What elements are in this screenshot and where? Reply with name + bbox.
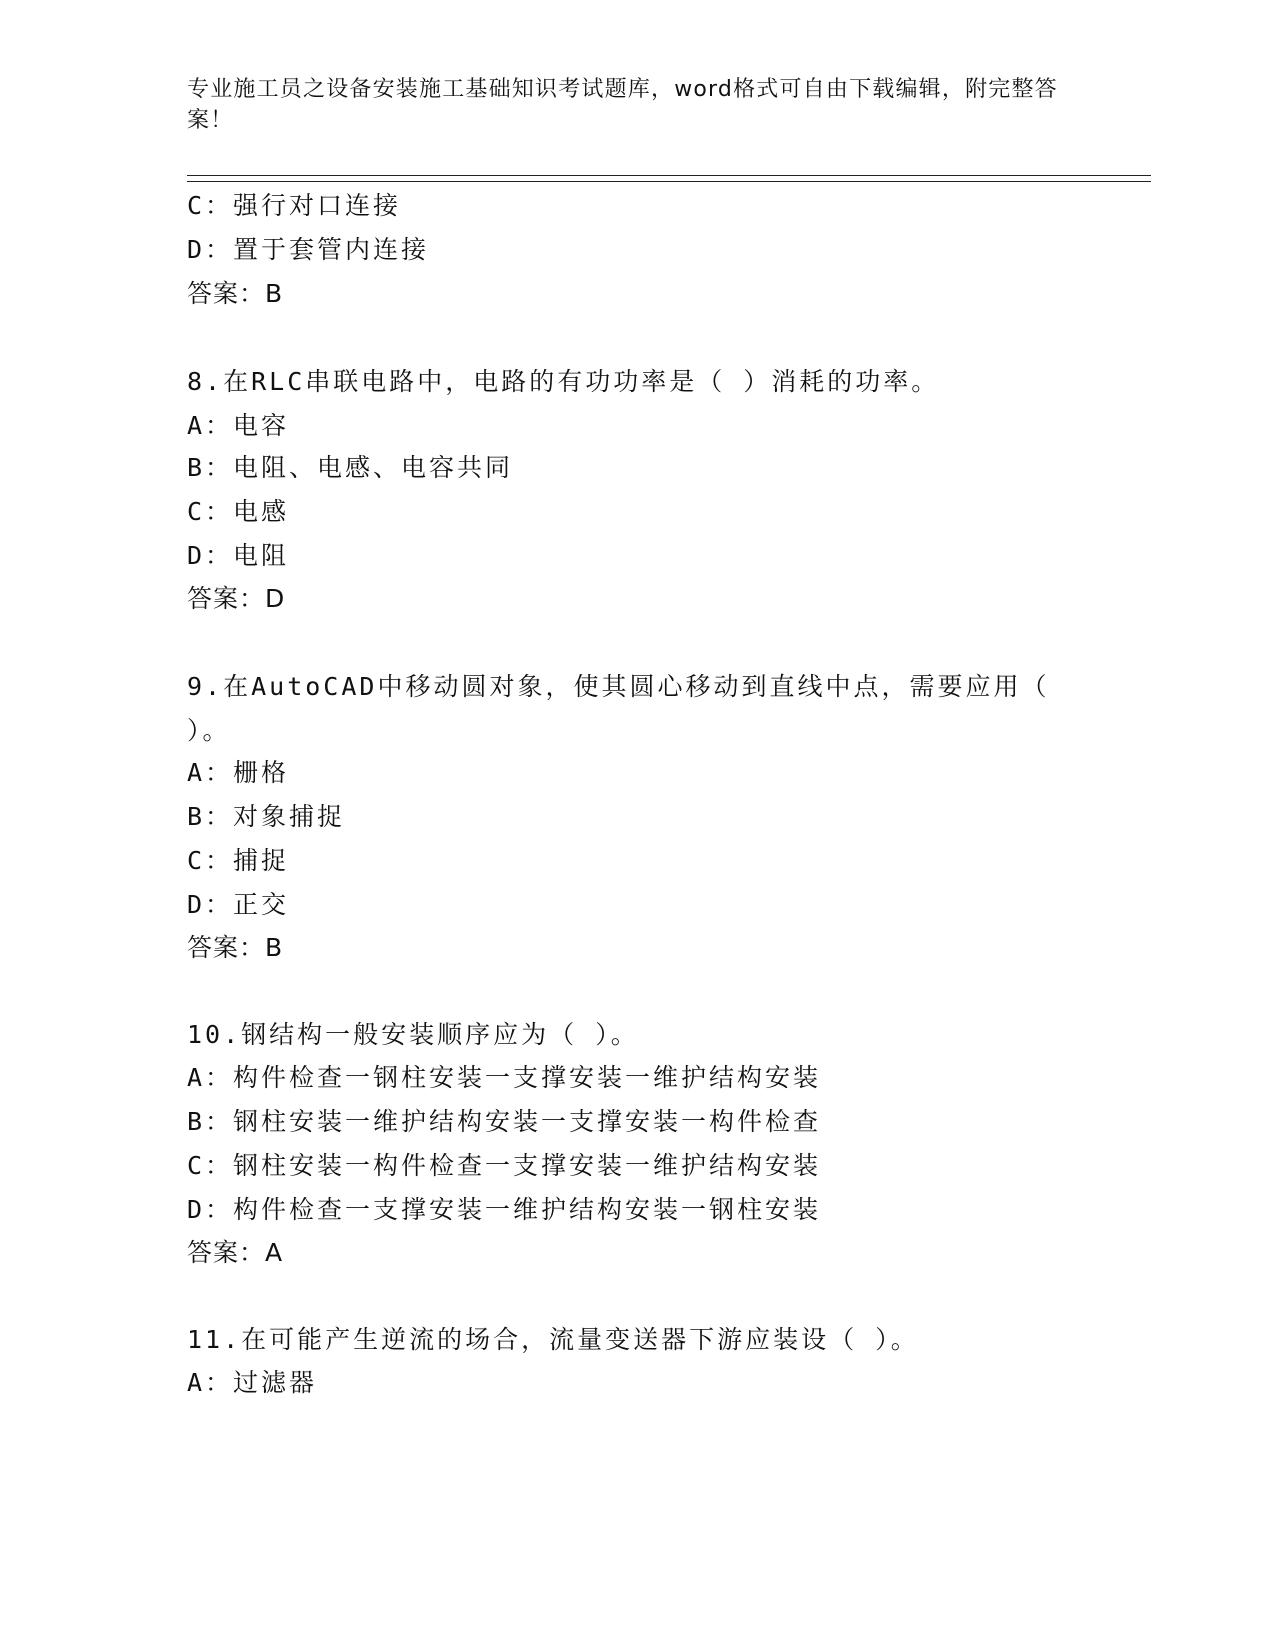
answer-q8: 答案：D — [187, 584, 286, 613]
question-9-continued: ）。 — [187, 716, 231, 745]
answer-q9: 答案：B — [187, 933, 284, 962]
option-b-q8: B：电阻、电感、电容共同 — [187, 453, 514, 482]
question-9: 9.在AutoCAD中移动圆对象，使其圆心移动到直线中点，需要应用（ — [187, 672, 1050, 701]
option-a-q11: A：过滤器 — [187, 1368, 318, 1397]
option-b-q9: B：对象捕捉 — [187, 802, 346, 831]
option-a-q9: A：栅格 — [187, 758, 290, 787]
option-d-q8: D：电阻 — [187, 541, 290, 570]
header-rule-bottom — [187, 181, 1151, 182]
question-8: 8.在RLC串联电路中，电路的有功功率是（ ）消耗的功率。 — [187, 367, 940, 396]
question-11: 11.在可能产生逆流的场合，流量变送器下游应装设（ ）。 — [187, 1325, 919, 1354]
option-c-q8: C：电感 — [187, 497, 290, 526]
option-a-q10: A：构件检查一钢柱安装一支撑安装一维护结构安装 — [187, 1063, 822, 1092]
option-a-q8: A：电容 — [187, 411, 290, 440]
answer-q10: 答案：A — [187, 1238, 284, 1267]
option-d-q9: D：正交 — [187, 890, 290, 919]
option-d-q10: D：构件检查一支撑安装一维护结构安装一钢柱安装 — [187, 1195, 822, 1224]
header-rule-top — [187, 175, 1151, 176]
option-c-q7: C：强行对口连接 — [187, 191, 402, 220]
option-b-q10: B：钢柱安装一维护结构安装一支撑安装一构件检查 — [187, 1107, 822, 1136]
document-header-title: 专业施工员之设备安装施工基础知识考试题库，word格式可自由下载编辑，附完整答案！ — [187, 77, 1058, 133]
answer-q7: 答案：B — [187, 279, 284, 308]
option-c-q10: C：钢柱安装一构件检查一支撑安装一维护结构安装 — [187, 1151, 822, 1180]
question-10: 10.钢结构一般安装顺序应为（ ）。 — [187, 1020, 639, 1049]
option-c-q9: C：捕捉 — [187, 846, 290, 875]
option-d-q7: D：置于套管内连接 — [187, 235, 430, 264]
